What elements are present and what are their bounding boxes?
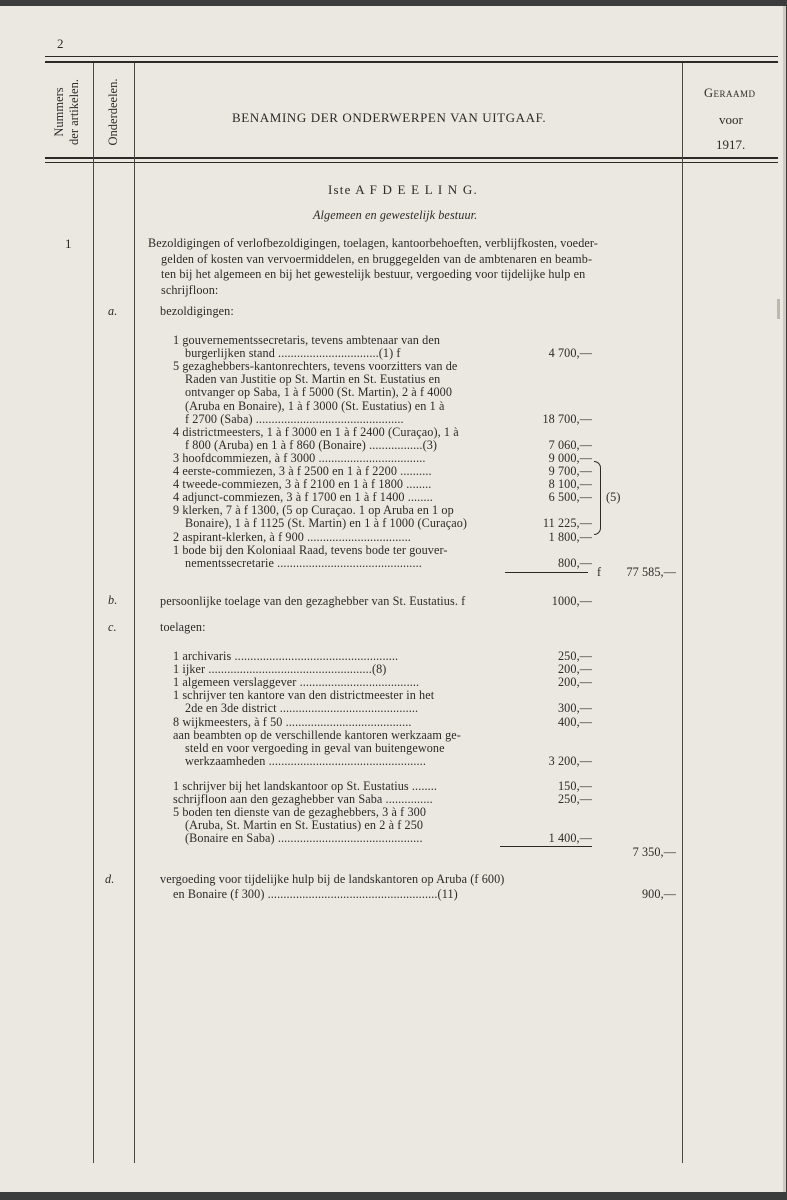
part-a-total: 77 585,— (626, 565, 676, 579)
line-item-text: 2de en 3de district ............................................ (185, 701, 419, 716)
part-d-line1: vergoeding voor tijdelijke hulp bij de landskantoren op Aruba (f 600) (160, 872, 505, 886)
paper-mark (777, 299, 780, 319)
line-item-text: burgerlijken stand ................................(1) f (185, 346, 401, 361)
line-item-text: 4 adjunct-commiezen, 3 à f 1700 en 1 à f 1400 ........ (173, 490, 433, 505)
line-item-text: (Aruba, St. Martin en St. Eustatius) en 2 à f 250 (185, 818, 424, 833)
part-a-total-prefix: f (597, 565, 602, 579)
line-item-text: 5 boden ten dienste van de gezaghebbers, 3 à f 300 (173, 805, 427, 820)
part-d-amount: 900,— (641, 887, 676, 901)
line-item-text: 2 aspirant-klerken, à f 900 ................................. (173, 529, 411, 544)
line-item-amount: 200,— (557, 662, 592, 677)
header-onderdeelen: Onderdeelen. (106, 78, 120, 146)
header-top-rule-thin (45, 56, 778, 57)
line-item-amount: 1 800,— (548, 529, 592, 544)
header-voor: voor (719, 112, 743, 127)
line-item-amount: 3 200,— (548, 753, 592, 768)
line-item-amount: 1 400,— (548, 831, 592, 846)
line-item-amount: 800,— (557, 555, 592, 570)
header-top-rule-thick (45, 61, 778, 63)
line-item-amount: 8 100,— (548, 477, 592, 492)
line-item-text: aan beambten op de verschillende kantoren werkzaam ge- (173, 727, 461, 742)
line-item-text: 1 schrijver ten kantore van den districtmeester in het (173, 688, 435, 703)
line-item-text: 3 hoofdcommiezen, à f 3000 .................................. (173, 450, 426, 465)
line-item-amount: 18 700,— (542, 411, 592, 426)
part-c-subtotal-rule (500, 846, 592, 847)
header-bottom-rule-thin (45, 162, 778, 163)
line-item-text: werkzaamheden .................................................. (185, 753, 426, 768)
line-item-amount: 250,— (557, 792, 592, 806)
line-item-text: 1 bode bij den Koloniaal Raad, tevens bode ter gouver- (173, 542, 448, 557)
column-divider-1 (93, 63, 94, 1163)
line-item-text: 1 gouvernementssecretaris, tevens ambtenaar van den (173, 333, 441, 347)
part-b-letter: b. (108, 593, 118, 607)
section-subheading: Algemeen en gewestelijk bestuur. (313, 208, 478, 222)
line-item-text: 4 districtmeesters, 1 à f 3000 en 1 à f 2400 (Curaçao), 1 à (173, 424, 459, 439)
line-item-text: 9 klerken, 7 à f 1300, (5 op Curaçao. 1 op Aruba en 1 op (173, 503, 454, 518)
header-nummers-der-artikelen: Nummers der artikelen. (52, 79, 81, 145)
line-item-amount: 300,— (557, 701, 592, 716)
header-bottom-rule-thick (45, 157, 778, 159)
part-a-label: bezoldigingen: (160, 304, 234, 318)
line-item-amount: 250,— (557, 649, 592, 663)
line-item-amount: 4 700,— (548, 346, 592, 361)
line-item-text: 4 eerste-commiezen, 3 à f 2500 en 1 à f 2200 .......... (173, 464, 432, 478)
column-divider-2 (134, 63, 135, 1163)
part-a-bracket-note: (5) (606, 490, 621, 504)
line-item-text: schrijfloon aan den gezaghebber van Saba ............... (173, 792, 433, 806)
line-item-text: 1 algemeen verslaggever ...................................... (173, 675, 420, 690)
article-description: Bezoldigingen of verlofbezoldigingen, toelagen, kantoorbehoeften, verblijfkosten, voeder- gelden of kosten van vervoermiddelen, en bruggegelden van de ambtenaren en beamb- ten bij het algemeen en bij het gewestelijk bestuur, vergoeding voor tijdelijke hulp en schrijfloon: (148, 236, 598, 297)
part-b-text: persoonlijke toelage van den gezaghebber van St. Eustatius. f (160, 594, 466, 608)
part-d-line2: en Bonaire (f 300) ......................................................(11) (173, 887, 458, 901)
header-year: 1917. (716, 137, 746, 152)
line-item-text: 1 archivaris .................................................... (173, 649, 399, 663)
line-item-amount: 7 060,— (548, 437, 592, 452)
part-c-total: 7 350,— (632, 845, 676, 859)
line-item-text: f 800 (Aruba) en 1 à f 860 (Bonaire) .................(3) (185, 437, 438, 452)
line-item-text: 4 tweede-commiezen, 3 à f 2100 en 1 à f 1800 ........ (173, 477, 432, 492)
part-b-amount: 1000,— (551, 594, 592, 608)
line-item-amount: 6 500,— (548, 490, 592, 505)
line-item-text: f 2700 (Saba) ............................................... (185, 411, 404, 426)
document-page (0, 6, 786, 1192)
line-item-amount: 200,— (557, 675, 592, 690)
article-number: 1 (65, 236, 72, 251)
part-a-subtotal-rule (505, 572, 588, 573)
section-heading: Iste A F D E E L I N G. (328, 182, 478, 197)
line-item-text: Raden van Justitie op St. Martin en St. Eustatius en (185, 372, 441, 387)
line-item-text: 5 gezaghebbers-kantonrechters, tevens voorzitters van de (173, 359, 458, 374)
line-item-text: 1 schrijver bij het landskantoor op St. Eustatius ........ (173, 778, 438, 793)
line-item-amount: 9 700,— (548, 464, 592, 478)
column-divider-3 (682, 63, 683, 1163)
line-item-amount: 9 000,— (548, 450, 592, 465)
page-number: 2 (57, 36, 64, 51)
line-item-text: 8 wijkmeesters, à f 50 ........................................ (173, 714, 412, 729)
part-a-bracket (594, 461, 601, 535)
part-c-letter: c. (108, 620, 117, 634)
part-a-letter: a. (108, 304, 118, 318)
line-item-text: nementssecretarie .............................................. (185, 555, 422, 570)
line-item-text: (Aruba en Bonaire), 1 à f 3000 (St. Eustatius) en 1 à (185, 398, 445, 413)
part-c-label: toelagen: (160, 620, 206, 634)
line-item-text: Bonaire), 1 à f 1125 (St. Martin) en 1 à f 1000 (Curaçao) (185, 516, 468, 531)
line-item-text: ontvanger op Saba, 1 à f 5000 (St. Martin), 2 à f 4000 (185, 385, 453, 400)
header-geraamd: Geraamd (704, 86, 756, 100)
part-d-letter: d. (105, 872, 115, 886)
line-item-text: (Bonaire en Saba) .............................................. (185, 831, 423, 846)
line-item-amount: 400,— (557, 714, 592, 729)
line-item-amount: 11 225,— (542, 516, 592, 531)
line-item-text: 1 ijker ....................................................(8) (173, 662, 387, 677)
line-item-text: steld en voor vergoeding in geval van buitengewone (185, 740, 445, 755)
line-item-amount: 150,— (557, 778, 592, 793)
header-title: BENAMING DER ONDERWERPEN VAN UITGAAF. (232, 110, 547, 125)
